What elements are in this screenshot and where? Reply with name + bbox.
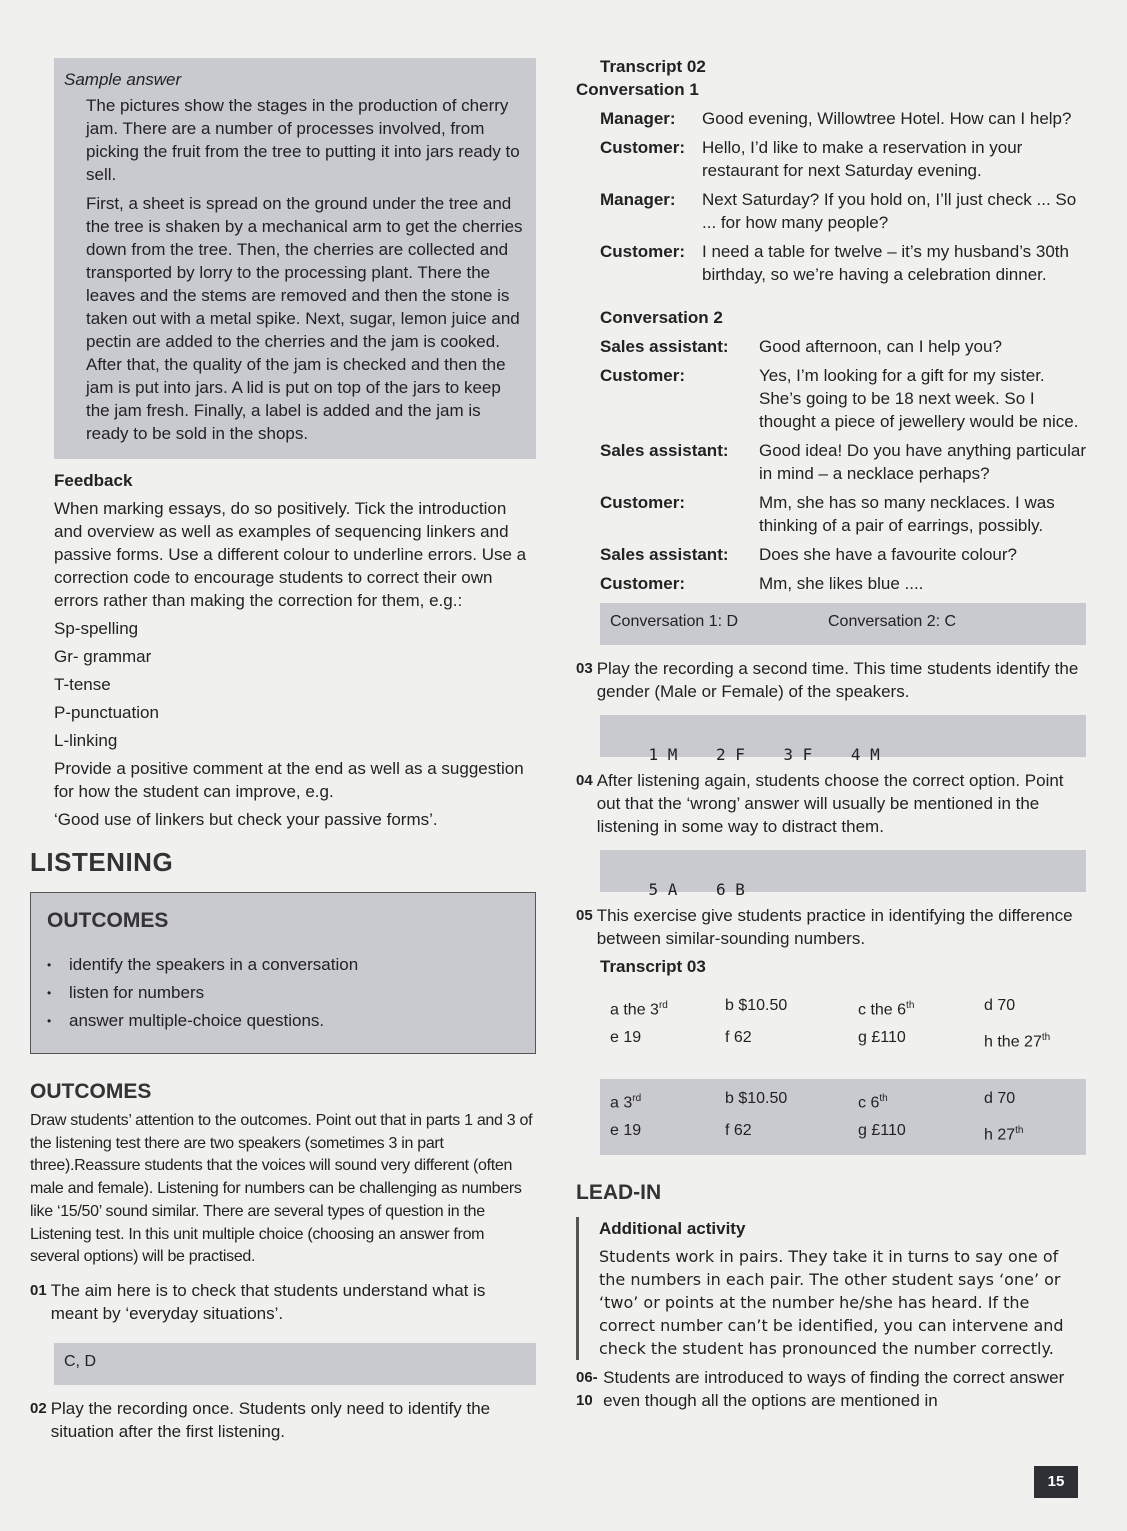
exercise-text: After listening again, students choose the correct option. Point out that the ‘wrong’ answer will usually be mentioned in the listening in some way to distract them. bbox=[596, 771, 1064, 836]
ans05-item-f: f 62 bbox=[725, 1121, 752, 1139]
transcript-line: Customer: Mm, she has so many necklaces. I was thinking of a pair of earrings, possibly. bbox=[600, 493, 1055, 535]
sample-paragraph-1: The pictures show the stages in the production of cherry jam. There are a number of processes involved, from picking the fruit from the tree to putting it into jars ready to sell. bbox=[86, 96, 520, 184]
outcomes-heading: OUTCOMES bbox=[30, 1080, 152, 1103]
answer-text: 5 A 6 B bbox=[648, 880, 745, 899]
exercise-02 bbox=[30, 1397, 536, 1443]
conversation-2 bbox=[576, 306, 1086, 595]
t03-item-d: d 70 bbox=[984, 997, 1016, 1014]
transcript-line: Customer: I need a table for twelve – it’s my husband’s 30th birthday, so we’re having a celebration dinner. bbox=[600, 242, 1069, 284]
exercise-04 bbox=[576, 769, 1086, 838]
outcome-item: • listen for numbers bbox=[47, 979, 519, 1007]
page-number: 15 bbox=[1034, 1466, 1078, 1498]
t03-item-g: g £110 bbox=[858, 1029, 906, 1047]
code-linking: L-linking bbox=[54, 731, 118, 750]
answer-conv1: Conversation 1: D bbox=[610, 613, 739, 630]
ans05-item-b: b $10.50 bbox=[725, 1089, 788, 1107]
outcomes-text: Draw students’ attention to the outcomes. Point out that in parts 1 and 3 of the listening test there are two speakers (sometimes 3 in part three).Reassure students that the voices will sound very different (often male and female). Listening for numbers can be challenging as numbers like ‘15/50’ sound similar. There are several types of question in the Listening test. In this unit multiple choice (choosing an answer from several options) will be practised. bbox=[30, 1112, 533, 1266]
exercise-text: Play the recording a second time. This time students identify the gender (Male or Female) of the speakers. bbox=[596, 659, 1079, 701]
t03-item-e: e 19 bbox=[610, 1029, 642, 1047]
transcript-line: Sales assistant: Good idea! Do you have anything particular in mind – a necklace perhaps? bbox=[600, 441, 1086, 483]
feedback-end: Provide a positive comment at the end as well as a suggestion for how the student can improve, e.g. bbox=[54, 759, 524, 801]
outcome-item: • answer multiple-choice questions. bbox=[47, 1007, 519, 1035]
conversation-2-heading: Conversation 2 bbox=[600, 308, 723, 327]
feedback-quote: ‘Good use of linkers but check your passive forms’. bbox=[54, 810, 438, 829]
exercise-number: 01 bbox=[30, 1281, 47, 1299]
code-grammar: Gr- grammar bbox=[54, 647, 152, 666]
t03-item-f: f 62 bbox=[725, 1029, 752, 1047]
exercise-number: 05 bbox=[576, 907, 593, 924]
ans05-item-h: h 27th bbox=[984, 1124, 1024, 1144]
outcomes-box bbox=[30, 892, 536, 1054]
answer-text: 1 M 2 F 3 F 4 M bbox=[648, 745, 880, 764]
listening-heading: LISTENING bbox=[30, 847, 174, 877]
code-tense: T-tense bbox=[54, 675, 111, 694]
transcript-line: Sales assistant: Does she have a favourite colour? bbox=[600, 545, 1017, 564]
transcript-line: Sales assistant: Good afternoon, can I help you? bbox=[600, 337, 1002, 356]
exercise-number: 03 bbox=[576, 660, 593, 677]
outcome-item: • identify the speakers in a conversation bbox=[47, 951, 519, 979]
t03-item-c: c the 6th bbox=[858, 1000, 915, 1019]
feedback-text: When marking essays, do so positively. Tick the introduction and overview as well as examples of sequencing linkers and passive forms. Use a different colour to underline errors. Use a correction code to encourage students to correct their own errors rather than making the correction for them, e.g.: bbox=[54, 499, 527, 610]
t03-item-b: b $10.50 bbox=[725, 997, 788, 1014]
outcomes-box-title: OUTCOMES bbox=[47, 909, 169, 932]
conversation-1-heading: Conversation 1 bbox=[576, 80, 699, 99]
answer-box-01 bbox=[54, 1343, 536, 1385]
exercise-text: The aim here is to check that students understand what is meant by ‘everyday situations’. bbox=[50, 1280, 486, 1323]
code-punctuation: P-punctuation bbox=[54, 703, 159, 722]
exercise-05 bbox=[576, 904, 1086, 950]
transcript-03-grid bbox=[576, 992, 1086, 1057]
t03-item-h: h the 27th bbox=[984, 1032, 1051, 1051]
exercise-number: 04 bbox=[576, 772, 593, 789]
transcript-line: Manager: Good evening, Willowtree Hotel. How can I help? bbox=[600, 109, 1072, 128]
exercise-number: 06-10 bbox=[576, 1369, 598, 1410]
exercise-03 bbox=[576, 657, 1086, 703]
ans05-item-e: e 19 bbox=[610, 1121, 642, 1139]
exercise-06-10 bbox=[576, 1366, 1086, 1412]
answer-box-04 bbox=[600, 850, 1086, 899]
transcript-line: Manager: Next Saturday? If you hold on, I’ll just check ... So ... for how many people? bbox=[600, 190, 1077, 232]
ans05-item-g: g £110 bbox=[858, 1121, 906, 1139]
answer-text: C, D bbox=[64, 1352, 96, 1370]
ans05-item-c: c 6th bbox=[858, 1092, 888, 1111]
right-column bbox=[576, 55, 1086, 1412]
exercise-text: Play the recording once. Students only need to identify the situation after the first listening. bbox=[50, 1398, 491, 1441]
additional-activity-text: Students work in pairs. They take it in turns to say one of the numbers in each pair. The other student says ‘one’ or ‘two’ or points at the number he/she has heard. If the correct number can’t be identified, you can intervene and check the student has pronounced the number correctly. bbox=[599, 1247, 1064, 1358]
transcript-line: Customer: Yes, I’m looking for a gift for my sister. She’s going to be 18 next week. So I thought a piece of jewellery would be nice. bbox=[600, 366, 1079, 431]
transcript-line: Customer: Hello, I’d like to make a reservation in your restaurant for next Saturday evening. bbox=[600, 138, 1023, 180]
ans05-item-a: a 3rd bbox=[610, 1092, 642, 1111]
transcript-03-heading: Transcript 03 bbox=[600, 957, 706, 976]
exercise-text: Students are introduced to ways of finding the correct answer even though all the options are mentioned in bbox=[603, 1368, 1065, 1411]
transcript-02-heading: Transcript 02 bbox=[600, 57, 706, 76]
exercise-text: This exercise give students practice in identifying the difference between similar-sounding numbers. bbox=[596, 906, 1073, 948]
sample-answer-label: Sample answer bbox=[64, 70, 182, 89]
exercise-number: 02 bbox=[30, 1399, 47, 1417]
ans05-item-d: d 70 bbox=[984, 1089, 1016, 1107]
exercise-01 bbox=[30, 1279, 536, 1325]
code-spelling: Sp-spelling bbox=[54, 619, 139, 638]
lead-in-heading: LEAD-IN bbox=[576, 1181, 662, 1205]
conversation-1 bbox=[576, 107, 1086, 286]
answer-conv2: Conversation 2: C bbox=[828, 613, 957, 630]
feedback-heading: Feedback bbox=[54, 471, 133, 490]
feedback-section bbox=[30, 469, 536, 831]
answer-box-03 bbox=[600, 715, 1086, 764]
additional-activity-heading: Additional activity bbox=[599, 1219, 746, 1239]
answer-box-02 bbox=[600, 603, 1086, 645]
additional-activity bbox=[576, 1217, 1086, 1360]
transcript-line: Customer: Mm, she likes blue .... bbox=[600, 574, 924, 593]
t03-item-a: a the 3rd bbox=[610, 1000, 668, 1019]
sample-paragraph-2: First, a sheet is spread on the ground under the tree and the tree is shaken by a mechanical arm to get the cherries down from the tree. Then, the cherries are collected and transported by lorry to the processing plant. There the leaves and the stems are removed and then the stone is taken out with a metal spike. Next, sugar, lemon juice and pectin are added to the cherries and the jam is cooked. After that, the quality of the jam is checked and then the jam is put into jars. A lid is put on top of the jars to keep the jam fresh. Finally, a label is added and the jam is ready to be sold in the shops. bbox=[86, 194, 523, 443]
sample-answer-box bbox=[54, 58, 536, 459]
left-column bbox=[30, 58, 536, 1443]
answer-box-05 bbox=[600, 1079, 1086, 1156]
